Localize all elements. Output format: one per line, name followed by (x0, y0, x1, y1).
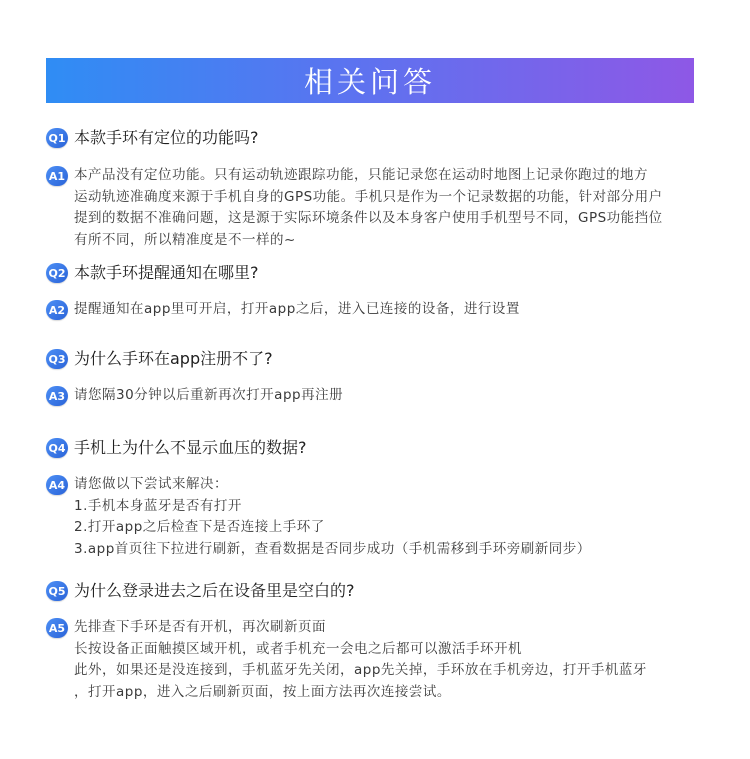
qa-item-5 (46, 580, 736, 703)
page-title: 相关问答 (303, 65, 436, 99)
qa-item-2 (46, 262, 736, 321)
answer-text (74, 299, 520, 321)
answer-badge-icon: A1 (46, 166, 68, 186)
question-text: 为什么登录进去之后在设备里是空白的? (74, 581, 355, 600)
answer-text (74, 385, 343, 407)
question-row (46, 262, 736, 284)
answer-badge-icon: A4 (46, 475, 68, 495)
question-text: 手机上为什么不显示血压的数据? (74, 438, 307, 457)
answer-line: 本产品没有定位功能。只有运动轨迹跟踪功能，只能记录您在运动时地图上记录你跑过的地方 (74, 167, 648, 183)
answer-badge-icon: A3 (46, 386, 68, 406)
question-badge-icon: Q5 (46, 581, 68, 601)
question-badge-icon: Q2 (46, 263, 68, 283)
question-text: 为什么手环在app注册不了? (74, 349, 273, 368)
answer-line: 提到的数据不准确问题，这是源于实际环境条件以及本身客户使用手机型号不同，GPS功能挡位 (74, 210, 663, 226)
answer-text (74, 617, 647, 703)
answer-line: 请您做以下尝试来解决： (74, 476, 228, 492)
answer-line: 1.手机本身蓝牙是否有打开 (74, 497, 242, 514)
question-badge-icon: Q1 (46, 128, 68, 148)
answer-line: 运动轨迹准确度来源于手机自身的GPS功能。手机只是作为一个记录数据的功能，针对部分用户 (74, 188, 663, 205)
answer-line: 此外，如果还是没连接到，手机蓝牙先关闭，app先关掉，手环放在手机旁边，打开手机蓝牙 (74, 662, 647, 678)
question-row (46, 348, 736, 370)
answer-line: 请您隔30分钟以后重新再次打开app再注册 (74, 387, 344, 403)
question-text: 本款手环有定位的功能吗? (74, 128, 259, 147)
answer-row (46, 474, 736, 560)
answer-row (46, 385, 736, 407)
answer-line: 2.打开app之后检查下是否连接上手环了 (74, 519, 325, 535)
answer-row (46, 299, 736, 321)
qa-item-4 (46, 437, 736, 560)
question-badge-icon: Q4 (46, 438, 68, 458)
answer-row (46, 617, 736, 703)
answer-badge-icon: A2 (46, 300, 68, 320)
answer-text (74, 165, 663, 251)
qa-item-1 (46, 127, 736, 251)
answer-text (74, 474, 591, 560)
answer-line: 提醒通知在app里可开启，打开app之后，进入已连接的设备，进行设置 (74, 301, 520, 317)
answer-line: 有所不同，所以精准度是不一样的~ (74, 231, 296, 248)
answer-line: 3.app首页往下拉进行刷新，查看数据是否同步成功（手机需移到手环旁刷新同步） (74, 540, 591, 557)
question-row (46, 127, 736, 149)
answer-line: ，打开app，进入之后刷新页面，按上面方法再次连接尝试。 (74, 683, 451, 700)
answer-line: 先排查下手环是否有开机，再次刷新页面 (74, 619, 326, 635)
header-banner (46, 58, 694, 103)
answer-badge-icon: A5 (46, 618, 68, 638)
answer-line: 长按设备正面触摸区域开机，或者手机充一会电之后都可以激活手环开机 (74, 640, 522, 657)
question-row (46, 580, 736, 602)
qa-item-3 (46, 348, 736, 407)
question-badge-icon: Q3 (46, 349, 68, 369)
answer-row (46, 165, 736, 251)
question-row (46, 437, 736, 459)
question-text: 本款手环提醒通知在哪里? (74, 263, 259, 282)
